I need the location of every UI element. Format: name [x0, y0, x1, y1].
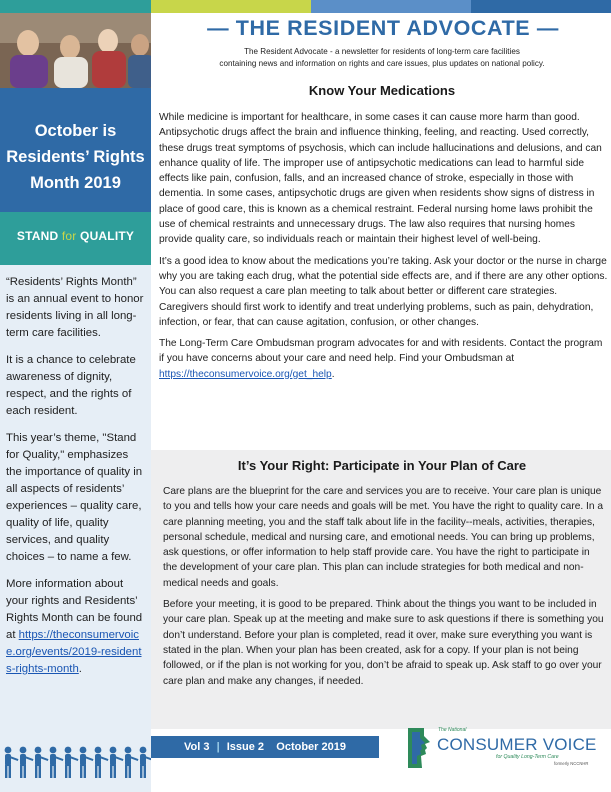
banner-line-1: October is [34, 122, 117, 140]
newsletter-tagline [158, 46, 606, 69]
know-your-medications-body [159, 110, 608, 388]
sidebar-para-4-end: . [78, 663, 82, 675]
residents-rights-banner [0, 88, 151, 212]
tagline-line-2: containing news and information on rights and care issues, plus updates on national policy. [219, 58, 545, 68]
people-holding-hands-icon [0, 744, 151, 780]
tagline-line-1: The Resident Advocate - a newsletter for residents of long-term care facilities [244, 47, 520, 56]
sidebar-para-3: This year’s theme, "Stand for Quality," emphasizes the importance of quality in all aspects of residents’ experiences – quality care, quality of life, quality services, and quality choices – to name a few. [6, 432, 143, 563]
quality-word: QUALITY [80, 229, 135, 243]
logo-the-national: The National [438, 727, 467, 733]
plan-of-care-body [163, 484, 605, 695]
residents-photo [0, 13, 151, 88]
medications-para-1: While medicine is important for healthcare, in some cases it can cause more harm than good. Antipsychotic drugs affect the brain and influence thinking, feeling, and reacting. Used correctly, these drugs treat symptoms of psychosis, which can include hallucinations and delusions, and can enhance quality of life. The improper use of antipsychotic medications can lead to harmful side effects like pain, confusion, falls, and an increased chance of stroke, especially in those with dementia. In some cases, antipsychotic drugs are given when residents show signs of distress in place of good care, this is known as a chemical restraint. Federal nursing home laws prohibit the use of chemical restraints and unnecessary drugs. The law also requires that nursing homes provide quality care, so individuals reach or maintain their highest level of well-being. [159, 112, 602, 246]
sidebar-para-1: “Residents’ Rights Month” is an annual event to honor residents living in all long-term care facilities. [6, 276, 144, 339]
stand-for-quality-logo [0, 229, 151, 243]
medications-para-3-end: . [331, 368, 335, 380]
medications-para-3 [159, 336, 608, 382]
newsletter-title: — THE RESIDENT ADVOCATE — [207, 16, 559, 40]
issue-info-badge [151, 736, 379, 758]
plan-of-care-heading: It’s Your Right: Participate in Your Plan of Care [237, 458, 527, 473]
for-word: for [61, 229, 77, 243]
sidebar-text [6, 274, 145, 688]
stand-word: STAND [16, 229, 59, 243]
issue-label: Issue 2 [226, 741, 265, 753]
consumer-voice-logo [404, 726, 604, 770]
strip-teal [0, 0, 151, 13]
sidebar-para-4-text: More information about your rights and Residents’ Rights Month can be found at [6, 578, 143, 641]
logo-consumer-voice: CONSUMER VOICE [437, 735, 597, 754]
banner-title [6, 118, 145, 196]
strip-lime [151, 0, 311, 13]
medications-para-2: It’s a good idea to know about the medications you’re taking. Ask your doctor or the nurse in charge why you are taking each drug, what the potential side effects are, and if there are any other options. You can also request a care plan meeting to talk about better or different care strategies. Caregivers should first work to identify and treat underlying problems, such as pain, dehydration, infection, or fear, that can cause agitation, confusion, or other changes. [159, 255, 608, 328]
issue-separator: | [216, 741, 220, 753]
sidebar-para-2: It is a chance to celebrate awareness of dignity, respect, and the rights of each resident. [6, 354, 136, 417]
get-help-link[interactable]: https://theconsumervoice.org/get_help [159, 368, 332, 380]
consumer-voice-profile-icon [404, 726, 434, 770]
stand-for-quality-band [0, 212, 151, 265]
sidebar-para-4 [6, 576, 145, 678]
strip-light-blue [311, 0, 471, 13]
volume-label: Vol 3 [184, 741, 210, 753]
residents-rights-month-link[interactable]: https://theconsumervoice.org/events/2019-residents-rights-month [6, 629, 142, 675]
sidebar [0, 13, 151, 792]
plan-of-care-para-2: Before your meeting, it is good to be prepared. Think about the things you want to be included in your care plan. Speak up at the meeting and make sure to ask questions if there is something you don’t understand. Before your plan is completed, read it over, make sure everything you want is stated in the plan. When your plan has been created, ask for a copy. If your plan is not being followed, or if the plan is not working for you, don’t be afraid to speak up. Ask staff to go over your care plan and make any changes, if needed. [163, 599, 604, 687]
banner-line-2: Residents’ Rights [6, 148, 145, 166]
logo-subtitle: for Quality Long-Term Care [496, 754, 559, 760]
logo-formerly: formerly NCCNHR [554, 761, 589, 766]
strip-blue [471, 0, 611, 13]
banner-line-3: Month 2019 [30, 174, 121, 192]
know-your-medications-heading: Know Your Medications [308, 83, 456, 98]
top-color-strip [0, 0, 611, 13]
issue-date: October 2019 [276, 741, 346, 753]
medications-para-3-text: The Long-Term Care Ombudsman program advocates for and with residents. Contact the program if you have concerns about your care and need help. Find your Ombudsman at [159, 338, 603, 365]
plan-of-care-para-1: Care plans are the blueprint for the care and services you are to receive. Your care plan is unique to you and tells how your care needs and goals will be met. You have the right to quality care. In a care planning meeting, you and the staff talk about life in the facility--meals, activities, therapies, personal schedule, medical and nursing care, and emotional needs. You can bring up problems, ask questions, or offer information to help staff provide care. You have the right to participate in the development of your care plan. This plan can include strategies for both medical and non-medical needs and goals. [163, 486, 604, 589]
